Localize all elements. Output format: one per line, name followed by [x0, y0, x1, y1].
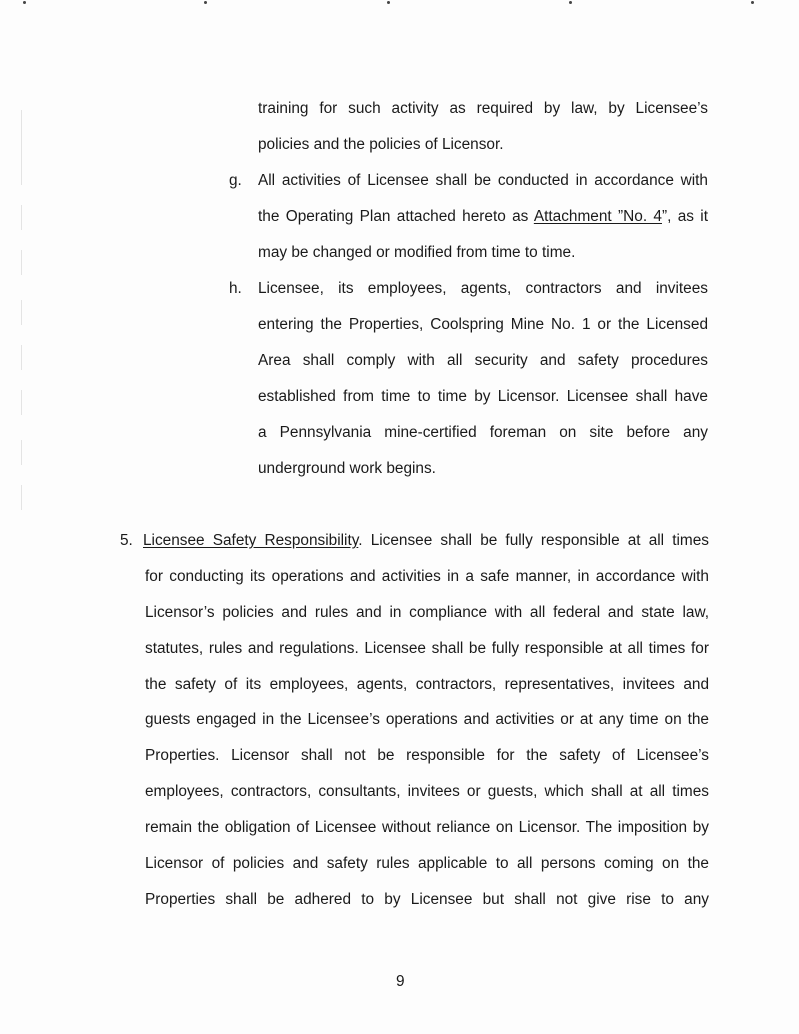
- paragraph-line: a Pennsylvania mine-certified foreman on site before any: [258, 424, 708, 441]
- list-marker: h.: [229, 280, 242, 297]
- paragraph-line: underground work begins.: [258, 460, 436, 477]
- paragraph-line: training for such activity as required by law, by Licensee’s: [258, 100, 708, 117]
- paragraph-line: Properties. Licensor shall not be responsible for the safety of Licensee’s: [145, 747, 709, 764]
- paragraph-line: for conducting its operations and activities in a safe manner, in accordance with: [145, 568, 709, 585]
- paragraph-line: guests engaged in the Licensee’s operations and activities or at any time on the: [145, 711, 709, 728]
- scan-dot: [569, 1, 572, 4]
- paragraph-line: entering the Properties, Coolspring Mine No. 1 or the Licensed: [258, 316, 708, 333]
- scan-margin-mark: [21, 300, 22, 325]
- attachment-reference-link[interactable]: Attachment ”No. 4: [533, 208, 662, 225]
- paragraph-line: Licensor of policies and safety rules applicable to all persons coming on the: [145, 855, 709, 872]
- scan-dot: [23, 1, 26, 4]
- paragraph-line: policies and the policies of Licensor.: [258, 136, 504, 153]
- scan-margin-mark: [21, 440, 22, 465]
- paragraph-line: employees, contractors, consultants, invitees or guests, which shall at all times: [145, 783, 709, 800]
- paragraph-line: statutes, rules and regulations. Licensee shall be fully responsible at all times for: [145, 640, 709, 657]
- section-heading: Licensee Safety Responsibility: [143, 532, 359, 549]
- scan-margin-mark: [21, 250, 22, 275]
- scan-margin-mark: [21, 345, 22, 370]
- paragraph-line: All activities of Licensee shall be conducted in accordance with: [258, 172, 708, 189]
- line-text: the Operating Plan attached hereto as: [258, 208, 534, 225]
- scan-margin-mark: [21, 205, 22, 230]
- scan-dot: [204, 1, 207, 4]
- paragraph-line: established from time to time by Licensor. Licensee shall have: [258, 388, 708, 405]
- line-text: ”, as it: [661, 208, 708, 225]
- section-number: 5.: [120, 532, 133, 549]
- scan-margin-mark: [21, 390, 22, 415]
- scan-edge-marks: [0, 0, 799, 6]
- scan-dot: [387, 1, 390, 4]
- scan-margin-mark: [21, 155, 22, 185]
- paragraph-line: Area shall comply with all security and safety procedures: [258, 352, 708, 369]
- page-number: 9: [396, 973, 405, 990]
- scan-dot: [751, 1, 754, 4]
- list-marker: g.: [229, 172, 242, 189]
- paragraph-line: Licensee, its employees, agents, contractors and invitees: [258, 280, 708, 297]
- paragraph-line: Licensor’s policies and rules and in compliance with all federal and state law,: [145, 604, 709, 621]
- line-text: . Licensee shall be fully responsible at all times: [358, 532, 709, 549]
- paragraph-line: [258, 208, 708, 226]
- paragraph-line: may be changed or modified from time to time.: [258, 244, 576, 261]
- scan-margin-mark: [21, 110, 22, 160]
- section-heading-line: [143, 532, 709, 550]
- paragraph-line: remain the obligation of Licensee without reliance on Licensor. The imposition by: [145, 819, 709, 836]
- scan-margin-mark: [21, 485, 22, 510]
- paragraph-line: Properties shall be adhered to by Licensee but shall not give rise to any: [145, 891, 709, 908]
- paragraph-line: the safety of its employees, agents, contractors, representatives, invitees and: [145, 676, 709, 693]
